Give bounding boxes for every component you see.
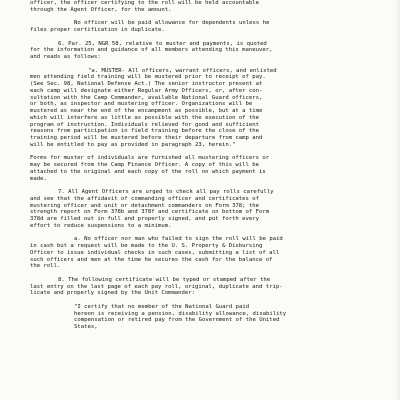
text-line: strength report on Form 378b and 378f and certificate on bottom of Form	[30, 209, 270, 216]
text-line: last entry on the last page of each pay roll, original, duplicate and trip-	[30, 283, 283, 290]
scan-edge-shadow	[394, 0, 400, 400]
certificate-quote: "I certify that no member of the National Guard paid	[74, 303, 250, 310]
blank-line	[30, 182, 375, 189]
text-line: mustering officer and unit or detachment commanders on Form 378; the	[30, 202, 260, 209]
paragraph-8-heading: 8. The following certificate will be typed or stamped after the	[58, 276, 271, 283]
blank-line	[30, 270, 375, 277]
text-line: attached to the original and each copy of the roll on which payment is	[30, 168, 266, 175]
muster-quote-start: "a. MUSTER- All officers, warrant officers, and enlisted	[88, 67, 277, 74]
blank-line	[30, 297, 375, 304]
blank-line	[30, 34, 375, 41]
text-line: hereon is receiving a pension, disability allowance, disability	[74, 310, 287, 317]
text-line: mustered as near the end of the encampment as possible, but at a time	[30, 108, 263, 114]
text-line: for the information and guidance of all members attending this maneuver,	[30, 47, 273, 54]
blank-line	[30, 230, 375, 237]
blank-line	[30, 149, 375, 156]
text-line: may be secured from the Camp Finance Officer. A copy of this will be	[30, 162, 260, 168]
blank-line	[30, 61, 375, 68]
document-body	[30, 0, 375, 331]
text-line: officer, the officer certifying to the roll will be held accountable	[30, 0, 260, 6]
text-line: will be entitled to pay as provided in paragraph 23, herein."	[30, 141, 236, 148]
text-line: such officers and men at the time he secures the cash for the balance of	[30, 256, 273, 263]
text-line: licate and properly signed by the Unit Commander:	[30, 290, 196, 297]
text-line: sultation with the Camp Commander, available National Guard officers,	[30, 94, 263, 101]
text-line: in cash but a request will be made to the U. S. Property & Disbursing	[30, 243, 263, 249]
text-line: program of instruction. Individuals relieved for good and sufficient	[30, 121, 260, 128]
text-line: No officer will be paid allowance for dependents unless he	[74, 20, 270, 27]
text-line: reasons from participation in field training before the close of the	[30, 128, 260, 135]
blank-line	[30, 14, 375, 21]
text-line: 378d are filled out in full and properly signed, and put forth every	[30, 216, 260, 222]
text-line: compensation or retired pay from the Government of the United	[74, 317, 280, 324]
text-line: through the Agent Officer, for the amount.	[30, 6, 172, 13]
text-line: training period will be mustered before their departure from camp and	[30, 135, 263, 141]
text-line: effort to reduce suspensions to a minimum.	[30, 222, 172, 229]
text-line: men attending field training will be mustered prior to receipt of pay.	[30, 74, 266, 81]
paragraph-6-heading: 6. Par. 25, NGR 58, relative to muster and payments, is quoted	[58, 40, 267, 47]
text-line: Forms for muster of individuals are furnished all mustering officers or	[30, 155, 270, 162]
text-line: the roll.	[30, 263, 61, 270]
text-line: files proper certification in duplicate.	[30, 27, 165, 33]
text-line: or both, as inspector and mustering officer. Organizations will be	[30, 101, 253, 108]
text-line: each camp will designate either Regular Army Officers, or, after con-	[30, 87, 263, 94]
paragraph-7-heading: 7. All Agent Officers are urged to check all pay rolls carefully	[58, 189, 274, 195]
text-line: which will interfere as little as possible with the execution of the	[30, 114, 260, 121]
text-line: (See Sec. 98, National Defense Act.) The senior instructor present at	[30, 81, 263, 87]
subparagraph-a: a. No officer nor man who failed to sign the roll will be paid	[74, 236, 283, 243]
text-line: and see that the affidavit of commanding officer and certificates of	[30, 195, 260, 202]
text-line: Officer to issue individual checks in such cases, submitting a list of all	[30, 249, 280, 256]
text-line: States,	[74, 324, 98, 330]
text-line: made.	[30, 175, 47, 182]
text-line: and reads as follows:	[30, 54, 101, 60]
